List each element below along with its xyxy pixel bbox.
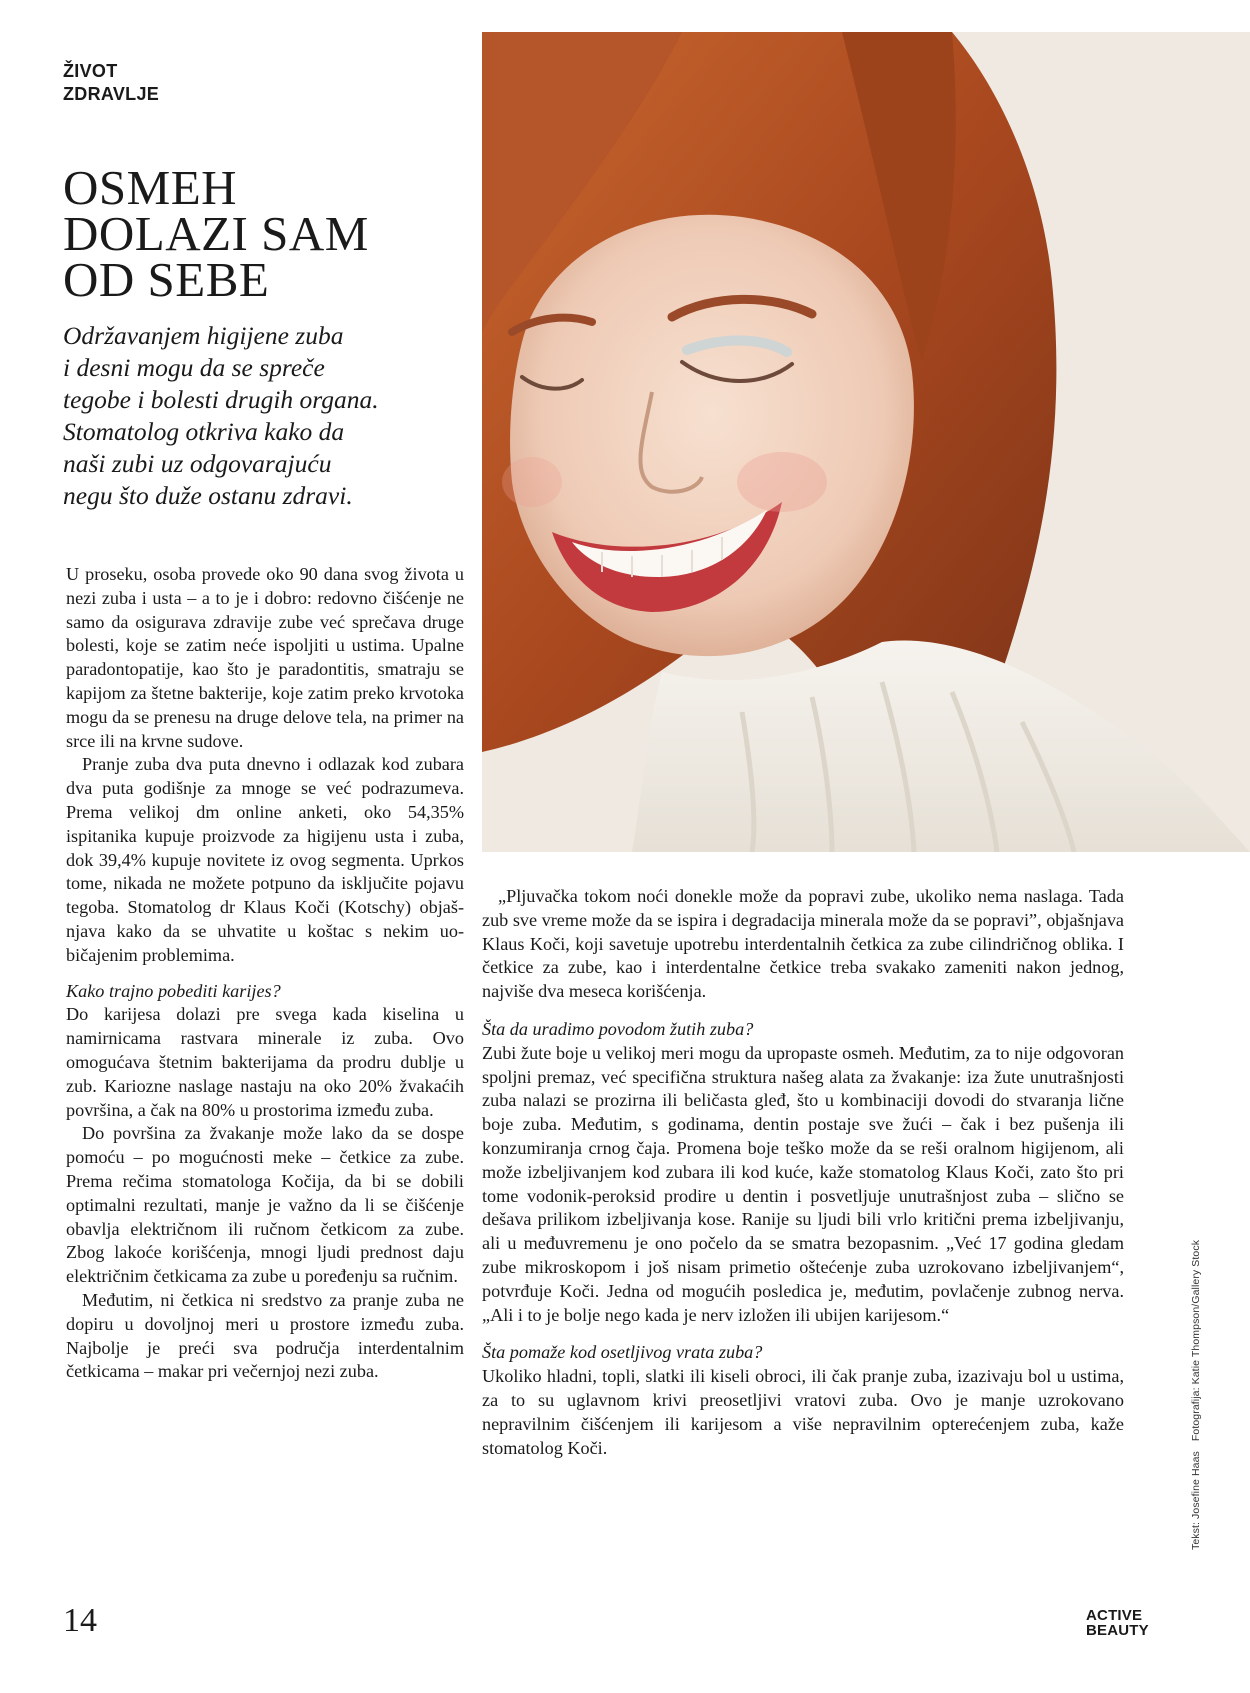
page-number: 14 xyxy=(63,1602,97,1639)
lead-line: naši zubi uz odgovarajuću xyxy=(63,449,332,478)
photo-credit xyxy=(1190,1230,1202,1550)
subheading: Šta pomaže kod osetljivog vrata zuba? xyxy=(482,1342,763,1363)
headline-line2: DOLAZI SAM xyxy=(63,206,369,261)
brand-line1: ACTIVE xyxy=(1086,1607,1143,1624)
headline-line3: OD SEBE xyxy=(63,252,270,307)
paragraph: Međutim, ni četkica ni sredstvo za pranje zuba ne dopiru u dovoljnoj meri u prostore između zuba. Najbolje je preći sva područja interdentalnim četkicama – makar pri večernjoj nezi zuba. xyxy=(66,1289,464,1382)
paragraph: Ukoliko hladni, topli, slatki ili kiseli obroci, ili čak pranje zuba, izazivaju bol u ustima, za to su uglavnom krivi preosetljivi vratovi zuba. Ovo je manje uzrokovano nepravilnim čišćenjem ili karijesom a više nepravilnim opterećenjem zuba, kaže stomatolog Koči. xyxy=(482,1366,1124,1458)
brand-line2: BEAUTY xyxy=(1086,1622,1149,1639)
paragraph: Do površina za žvakanje može lako da se dospe pomoću – po mogućnosti meke – četkice za zube. Prema rečima stomatologa Kočija, da bi se dobili optimalni rezultati, manje je važno da li se čišćenje obavlja električnom ili ručnom četkicom za zube. Zbog lakoće korišćenja, mnogi ljudi prednost daju električnim četkicama za zube u poređenju sa ručnim. xyxy=(66,1123,464,1287)
paragraph: U proseku, osoba provede oko 90 dana svog života u nezi zuba i usta – a to je i dobro: redovno čišćenje ne samo da osigurava zdravije zube već sprečava druge bolesti, koje se zatim neće ispoljiti u ustima. Upalne paradontopatije, kao što je paradontitis, smatraju se kapijom za štetne bakterije, koje zatim preko krvotoka mogu da se prenesu na druge delove tela, na primer na srce ili na krvne sudove. xyxy=(66,564,464,751)
paragraph: Zubi žute boje u velikoj meri mogu da upropaste osmeh. Međutim, za to nije odgovoran spoljni premaz, već specifična struktura našeg alata za žvakanje: iza žute unutrašnjosti zuba nalazi se prozirna ili beličasta gleđ, što u kombinaciji dovodi do stvaranja lične boje zuba. Međutim, s godinama, dentin postaje sve žući – čak i bez pušenja ili konzumiranja crnog čaja. Promena boje teško može da se reši oralnom higijenom, ali može izbeljivanjem kod zubara ili kod kuće, kaže stomatolog Klaus Koči, zato što pri tome vodonik-peroksid prodire u dentin i posvetljuje unutrašnjost zuba – slično se dešava prilikom izbeljivanja kose. Ranije su ljudi bili vrlo kritični prema izbeljivanju, ali u međuvremenu je ono počelo da se smatra bezopasnim. „Već 17 godina gledam zube mikroskopom i još nisam primetio oštećenje zuba uzrokovano izbeljivanjem“, potvrđuje Koči. Jedna od mogućih posledica je, međutim, povlačenje zubnog nerva. „Ali i to je bolje nego kada je nerv izložen ili ubijen karijesom.“ xyxy=(482,1042,1124,1325)
lead-line: tegobe i bolesti drugih organa. xyxy=(63,385,379,414)
lead-line: negu što duže ostanu zdravi. xyxy=(63,481,353,510)
paragraph: „Pljuvačka tokom noći donekle može da popravi zube, ukoliko nema naslaga. Tada zub sve vreme može da se ispira i degradacija minerala može da se popravi”, objašnjava Klaus Koči, koji savetuje upotrebu interdentalnih četkica za zube cilindričnog oblika. I četkice za zube, kao i interdentalne četkice treba svakako zameniti nakon jednog, najviše dva meseca korišćenja. xyxy=(482,886,1124,1002)
portrait-photo xyxy=(482,32,1250,852)
lead-line: i desni mogu da se spreče xyxy=(63,353,325,382)
paragraph: Do karijesa dolazi pre svega kada kiselina u namirnicama rastvara minerale iz zuba. Ovo omogućava štetnim bakterijama da prodru dublje u zub. Kariozne naslage nastaju na oko 20% žvakaćih površina, a čak na 80% u prostorima između zuba. xyxy=(66,1004,464,1120)
section-label-line1: ŽIVOT xyxy=(63,61,118,81)
photography-credit: Fotografija: Katie Thompson/Gallery Stock xyxy=(1190,1239,1202,1442)
left-column xyxy=(66,563,464,1384)
article-headline xyxy=(63,160,463,307)
section-label xyxy=(63,60,159,106)
text-credit: Tekst: Josefine Haas xyxy=(1190,1451,1202,1550)
subheading: Kako trajno pobediti karijes? xyxy=(66,980,281,1001)
subheading: Šta da uradimo povodom žutih zuba? xyxy=(482,1018,754,1039)
brand-logo xyxy=(1086,1608,1149,1638)
lead-line: Stomatolog otkriva kako da xyxy=(63,417,345,446)
article-lead xyxy=(63,320,463,512)
headline-line1: OSMEH xyxy=(63,160,238,215)
lead-line: Održavanjem higijene zuba xyxy=(63,321,344,350)
section-label-line2: ZDRAVLJE xyxy=(63,84,160,104)
paragraph: Pranje zuba dva puta dnevno i odlazak kod zubara dva puta godišnje za mnoge se već podrazumeva. Prema velikoj dm online anketi, oko 54,35% ispitanika kupuje proizvode za higijenu usta i zuba, dok 39,4% kupuje novitete iz ovog segmenta. Uprkos tome, nikada ne možete potpuno da isključite pojavu tegoba. Stomatolog dr Klaus Koči (Kotschy) objašnjava kako da se uhvatite u koštac s nekim uobičajenim problemima. xyxy=(66,754,464,965)
right-column xyxy=(482,885,1124,1460)
